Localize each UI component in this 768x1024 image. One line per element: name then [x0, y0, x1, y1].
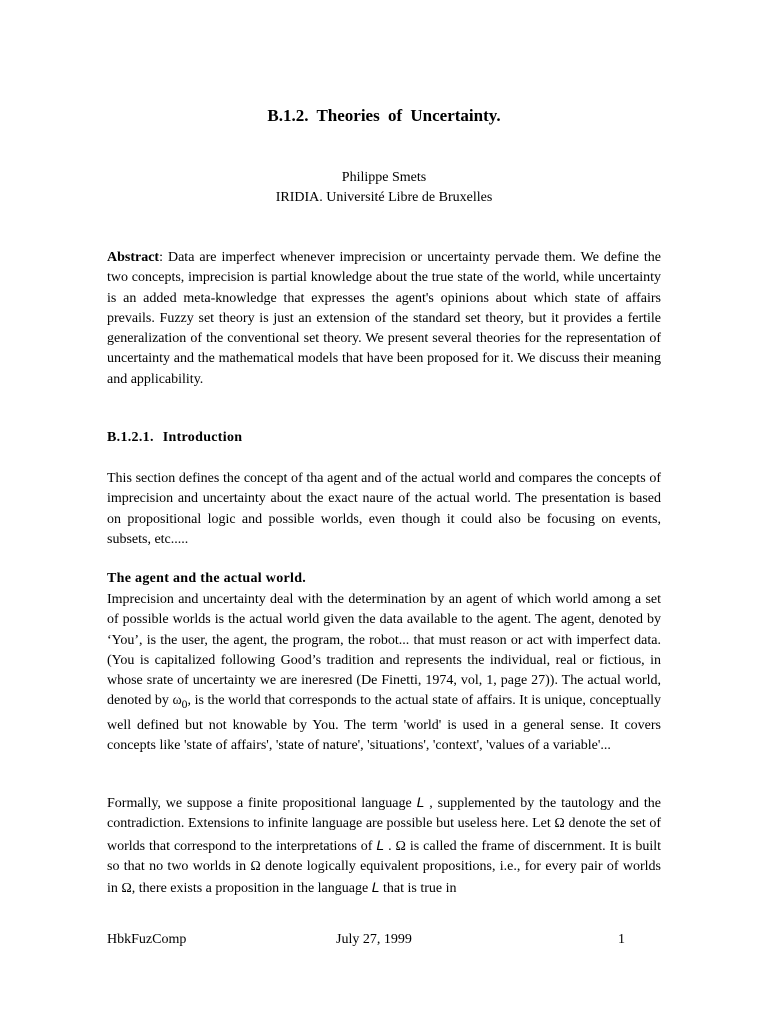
omega-set-symbol: Ω [554, 816, 565, 832]
abstract-label: Abstract [107, 250, 160, 265]
omega-subscript: 0 [181, 698, 188, 712]
agent-text-part1: Imprecision and uncertainty deal with the determination by an agent of which world among a set of possible worlds is the actual world given the data available to the agent. The agent, denoted by ‘You’, is the user, the agent, the program, the robot... that must reason or act with imperfect data. (You is capitalized following Good’s tradition and represents the individual, real or fictious, in whose srate of uncertainty we are ineresred (De Finetti, 1974, vol, 1, page 27)). The actual world, denoted by [107, 592, 661, 709]
formal-text-h: that is true in [379, 881, 457, 897]
page-number: 1 [618, 932, 625, 947]
formal-text-c: denote the set of worlds that correspond to the interpretations of [107, 816, 662, 854]
intro-paragraph: This section defines the concept of tha agent and of the actual world and compares the concepts of imprecision and uncertainty about the exact naure of the actual world. The presentation is based on propositional logic and possible worlds, even though it could also be focusing on events, subsets, etc..... [107, 471, 661, 547]
subsection-heading: The agent and the actual world. [107, 571, 307, 586]
paper-title: B.1.2. Theories of Uncertainty. [267, 106, 501, 125]
formal-paragraph [107, 792, 661, 899]
abstract-paragraph [107, 248, 661, 390]
author-name: Philippe Smets [341, 170, 427, 185]
section-title: Introduction [162, 430, 243, 445]
section-heading [107, 430, 242, 446]
formal-text-e: is called the frame of discernment. It is built so that no two worlds in [107, 838, 662, 874]
abstract-text: : Data are imperfect whenever imprecision or uncertainty pervade them. We define the two concepts, imprecision is partial knowledge about the true state of the world, while uncertainty is an added meta-knowledge that expresses the agent's opinions about which state of affairs prevails. Fuzzy set theory is just an extension of the standard set theory, but it provides a fertile generalization of the conventional set theory. We present several theories for the representation of uncertainty and the mathematical models that have been proposed for it. We discuss their meaning and applicability. [107, 250, 661, 387]
language-symbol: L [371, 879, 380, 896]
omega-symbol: ω [172, 693, 182, 709]
section-number: B.1.2.1. [107, 430, 154, 445]
footer-document-name: HbkFuzComp [107, 932, 187, 947]
formal-text-a: Formally, we suppose a finite propositional language [107, 796, 417, 811]
omega-set-symbol: Ω [395, 838, 406, 854]
agent-text-part2: , is the world that corresponds to the actual state of affairs. It is unique, conceptually well defined but not knowable by You. The term 'world' is used in a general sense. It covers concepts like 'state of affairs', 'state of nature', 'situations', 'context', 'values of a variable'... [107, 693, 661, 753]
formal-text-g: , there exists a proposition in the language [131, 881, 372, 897]
formal-text-b: , supplemented by the tautology and the contradiction. Extensions to infinite language are possible but useless here. Let [107, 796, 662, 832]
formal-text-f: denote logically equivalent propositions, i.e., for every pair of worlds in [107, 858, 661, 897]
formal-text-d: . [384, 838, 396, 854]
language-symbol: L [376, 836, 385, 853]
agent-paragraph [107, 590, 661, 756]
language-symbol: L [416, 794, 425, 810]
omega-set-symbol: Ω [121, 881, 132, 897]
author-affiliation: IRIDIA. Université Libre de Bruxelles [275, 190, 493, 205]
footer-date: July 27, 1999 [336, 932, 412, 947]
omega-set-symbol: Ω [250, 858, 261, 874]
